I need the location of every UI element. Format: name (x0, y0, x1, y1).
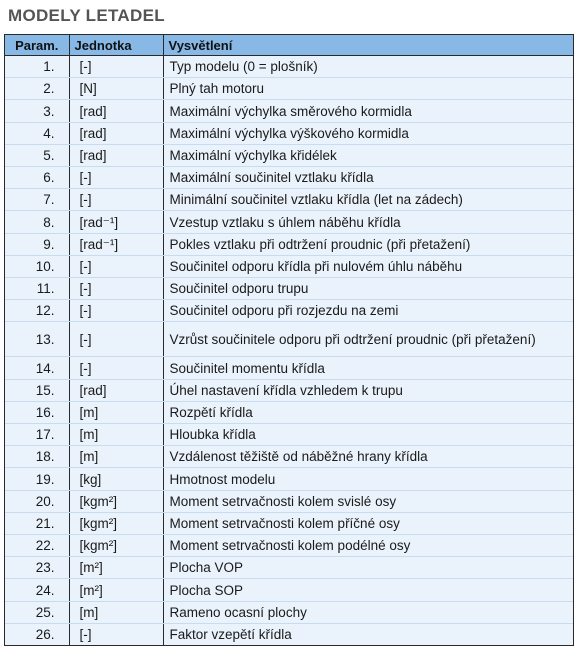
param-cell: 6. (5, 167, 69, 189)
description-cell: Rozpětí křídla (163, 401, 573, 423)
description-cell: Plocha SOP (163, 579, 573, 601)
description-cell: Součinitel odporu trupu (163, 278, 573, 300)
param-cell: 4. (5, 122, 69, 144)
unit-cell: [-] (69, 357, 163, 379)
description-cell: Plocha VOP (163, 557, 573, 579)
description-cell: Vzrůst součinitele odporu při odtržení proudnic (při přetažení) (163, 322, 573, 357)
description-cell: Součinitel momentu křídla (163, 357, 573, 379)
unit-cell: [-] (69, 255, 163, 277)
description-cell: Moment setrvačnosti kolem podélné osy (163, 535, 573, 557)
param-cell: 10. (5, 255, 69, 277)
description-cell: Maximální výchylka výškového kormidla (163, 122, 573, 144)
description-cell: Maximální výchylka směrového kormidla (163, 100, 573, 122)
description-cell: Vzdálenost těžiště od náběžné hrany křídla (163, 446, 573, 468)
table-row (5, 167, 573, 189)
table-row (5, 189, 573, 211)
unit-cell: [-] (69, 56, 163, 78)
table-header (5, 35, 573, 56)
unit-cell: [-] (69, 300, 163, 322)
unit-cell: [-] (69, 623, 163, 645)
page-title: MODELY LETADEL (8, 6, 165, 25)
unit-cell: [kg] (69, 468, 163, 490)
unit-cell: [rad] (69, 100, 163, 122)
table-row (5, 78, 573, 100)
param-cell: 25. (5, 601, 69, 623)
unit-cell: [rad] (69, 122, 163, 144)
param-cell: 26. (35, 626, 55, 642)
table-row (5, 144, 573, 166)
description-cell: Moment setrvačnosti kolem svislé osy (163, 490, 573, 512)
unit-cell: [m²] (69, 557, 163, 579)
description-cell: Úhel nastavení křídla vzhledem k trupu (163, 379, 573, 401)
unit-cell: [-] (69, 189, 163, 211)
unit-cell: [N] (69, 78, 163, 100)
description-cell: Hloubka křídla (163, 424, 573, 446)
param-cell: 24. (5, 579, 69, 601)
param-cell: 17. (5, 424, 69, 446)
table-row (5, 379, 573, 401)
table-row (5, 322, 573, 357)
table-row (5, 300, 573, 322)
parameter-table (4, 34, 574, 646)
description-cell: Rameno ocasní plochy (163, 601, 573, 623)
description-cell: Vzestup vztlaku s úhlem náběhu křídla (163, 211, 573, 233)
table-row (5, 424, 573, 446)
unit-cell: [rad] (69, 379, 163, 401)
table-row (5, 490, 573, 512)
param-cell: 11. (5, 278, 69, 300)
table-row (5, 557, 573, 579)
table-row (5, 579, 573, 601)
header-description: Vysvětlení (163, 35, 573, 56)
description-cell: Minimální součinitel vztlaku křídla (let na zádech) (163, 189, 573, 211)
unit-cell: [kgm²] (69, 512, 163, 534)
table-header-row (5, 35, 573, 56)
table-row (5, 357, 573, 379)
param-cell: 23. (5, 557, 69, 579)
unit-cell: [kgm²] (69, 535, 163, 557)
description-cell: Plný tah motoru (163, 78, 573, 100)
parameter-table-grid (5, 35, 573, 645)
description-cell: Hmotnost modelu (163, 468, 573, 490)
description-cell: Pokles vztlaku při odtržení proudnic (při přetažení) (163, 233, 573, 255)
unit-cell: [m] (69, 401, 163, 423)
description-cell: Typ modelu (0 = plošník) (163, 56, 573, 78)
param-cell: 3. (5, 100, 69, 122)
table-body (5, 56, 573, 646)
param-cell: 7. (5, 189, 69, 211)
table-row (5, 211, 573, 233)
unit-cell: [rad⁻¹] (69, 233, 163, 255)
unit-cell: [kgm²] (69, 490, 163, 512)
description-cell: Moment setrvačnosti kolem příčné osy (163, 512, 573, 534)
description-cell: Součinitel odporu křídla při nulovém úhlu náběhu (163, 255, 573, 277)
table-row (5, 122, 573, 144)
table-row (5, 512, 573, 534)
param-cell: 22. (5, 535, 69, 557)
unit-cell: [m] (69, 601, 163, 623)
param-cell: 12. (5, 300, 69, 322)
table-row (5, 468, 573, 490)
param-cell: 16. (5, 401, 69, 423)
param-cell: 2. (5, 78, 69, 100)
header-unit: Jednotka (69, 35, 163, 56)
param-cell: 5. (5, 144, 69, 166)
unit-cell: [m²] (69, 579, 163, 601)
param-cell: 20. (5, 490, 69, 512)
param-cell: 13. (5, 322, 69, 357)
table-row (5, 601, 573, 623)
param-cell: 18. (5, 446, 69, 468)
table-row (5, 446, 573, 468)
table-row (5, 401, 573, 423)
unit-cell: [-] (69, 278, 163, 300)
unit-cell: [-] (69, 167, 163, 189)
table-row (5, 100, 573, 122)
unit-cell: [m] (69, 424, 163, 446)
table-row (5, 278, 573, 300)
param-cell: 14. (5, 357, 69, 379)
table-row (5, 56, 573, 78)
unit-cell: [-] (69, 322, 163, 357)
unit-cell: [rad⁻¹] (69, 211, 163, 233)
param-cell: 9. (5, 233, 69, 255)
description-cell: Maximální výchylka křidélek (163, 144, 573, 166)
table-row (5, 623, 573, 645)
description-cell: Faktor vzepětí křídla (163, 623, 573, 645)
unit-cell: [rad] (69, 144, 163, 166)
table-row (5, 535, 573, 557)
param-cell: 1. (5, 56, 69, 78)
table-row (5, 255, 573, 277)
param-cell: 8. (5, 211, 69, 233)
param-cell: 15. (5, 379, 69, 401)
param-cell: 21. (5, 512, 69, 534)
unit-cell: [m] (69, 446, 163, 468)
description-cell: Maximální součinitel vztlaku křídla (163, 167, 573, 189)
description-cell: Součinitel odporu při rozjezdu na zemi (163, 300, 573, 322)
param-cell: 19. (5, 468, 69, 490)
table-row (5, 233, 573, 255)
header-param: Param. (5, 35, 69, 56)
